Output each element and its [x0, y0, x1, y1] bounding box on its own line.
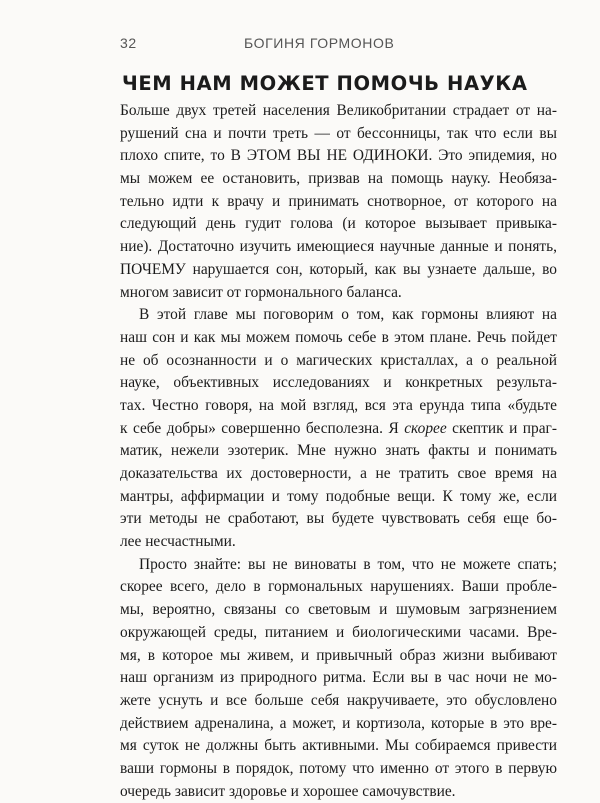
text-line: тельно идти к врачу и принимать снотворное, от которого на — [120, 192, 557, 210]
text-line: следующий день гудит голова (и которое вызывает привыка- — [120, 215, 557, 233]
text-line: ние). Достаточно изучить имеющиеся научные данные и понять, — [120, 238, 557, 256]
paragraph — [120, 304, 557, 554]
text-line: не об осознанности и о магических кристаллах, а о реальной — [120, 351, 557, 369]
text-line: мя, в которое мы живем, и привычный образ жизни выбивают — [120, 646, 557, 664]
text-line: ПОЧЕМУ нарушается сон, который, как вы узнаете дальше, во — [120, 260, 557, 278]
paragraph — [120, 554, 557, 803]
text-line: наш сон и как мы можем помочь себе в этом плане. Речь пойдет — [120, 328, 557, 346]
section-heading: ЧЕМ НАМ МОЖЕТ ПОМОЧЬ НАУКА — [122, 72, 528, 95]
text-line: рушений сна и почти треть — от бессонницы, так что если вы — [120, 124, 557, 142]
text-line: Просто знайте: вы не виноваты в том, что не можете спать; — [139, 555, 557, 573]
running-header — [120, 35, 560, 55]
text-line-with-emphasis — [120, 418, 557, 441]
text-fragment: скептик и праг- — [446, 419, 557, 437]
text-line: ваши гормоны в порядок, потому что именно от этого в первую — [120, 759, 557, 777]
body-text — [120, 100, 557, 803]
text-line: В этой главе мы поговорим о том, как гормоны влияют на — [139, 306, 557, 324]
text-line: мы можем ее остановить, призвав на помощь науку. Необяза- — [120, 170, 557, 188]
text-line: скорее всего, дело в гормональных нарушениях. Ваши пробле- — [120, 578, 557, 596]
text-line: окружающей среды, питанием и биологическими часами. Вре- — [120, 623, 557, 641]
paragraph — [120, 100, 557, 304]
text-line: Больше двух третей населения Великобритании страдает от на- — [120, 102, 557, 119]
text-line: тах. Честно говоря, на мой взгляд, вся эта ерунда типа «будьте — [120, 396, 557, 414]
text-line: доказательства их достоверности, а не тратить свое время на — [120, 465, 557, 482]
emphasis-word: скорее — [404, 419, 447, 437]
text-line: действием адреналина, а может, и кортизола, которые в это вре- — [120, 714, 557, 732]
text-line: науке, объективных исследованиях и конкретных результа- — [120, 374, 557, 392]
text-line: жете уснуть и все больше себя накручиваете, это обусловлено — [120, 691, 557, 709]
page-number: 32 — [120, 35, 137, 51]
text-line: лее несчастными. — [120, 533, 236, 551]
text-line: очередь зависит здоровье и хорошее самочувствие. — [120, 782, 456, 800]
text-line: мы, вероятно, связаны со световым и шумовым загрязнением — [120, 601, 557, 619]
text-line: плохо спите, то В ЭТОМ ВЫ НЕ ОДИНОКИ. Это эпидемия, но — [120, 147, 557, 165]
text-line: эти методы не сработают, вы будете чувствовать себя еще бо- — [120, 510, 557, 528]
text-line: многом зависит от гормонального баланса. — [120, 283, 402, 301]
text-line: матик, нежели эзотерик. Мне нужно знать факты и понимать — [120, 442, 557, 460]
text-line: наш организм из природного ритма. Если вы в час ночи не мо- — [120, 669, 557, 687]
text-fragment: к себе добры» совершенно бесполезна. Я — [120, 419, 405, 437]
text-line: мя суток не должны быть активными. Мы собираемся привести — [120, 737, 557, 755]
text-line: мантры, аффирмации и тому подобные вещи. К тому же, если — [120, 487, 557, 505]
book-title: БОГИНЯ ГОРМОНОВ — [244, 35, 395, 51]
